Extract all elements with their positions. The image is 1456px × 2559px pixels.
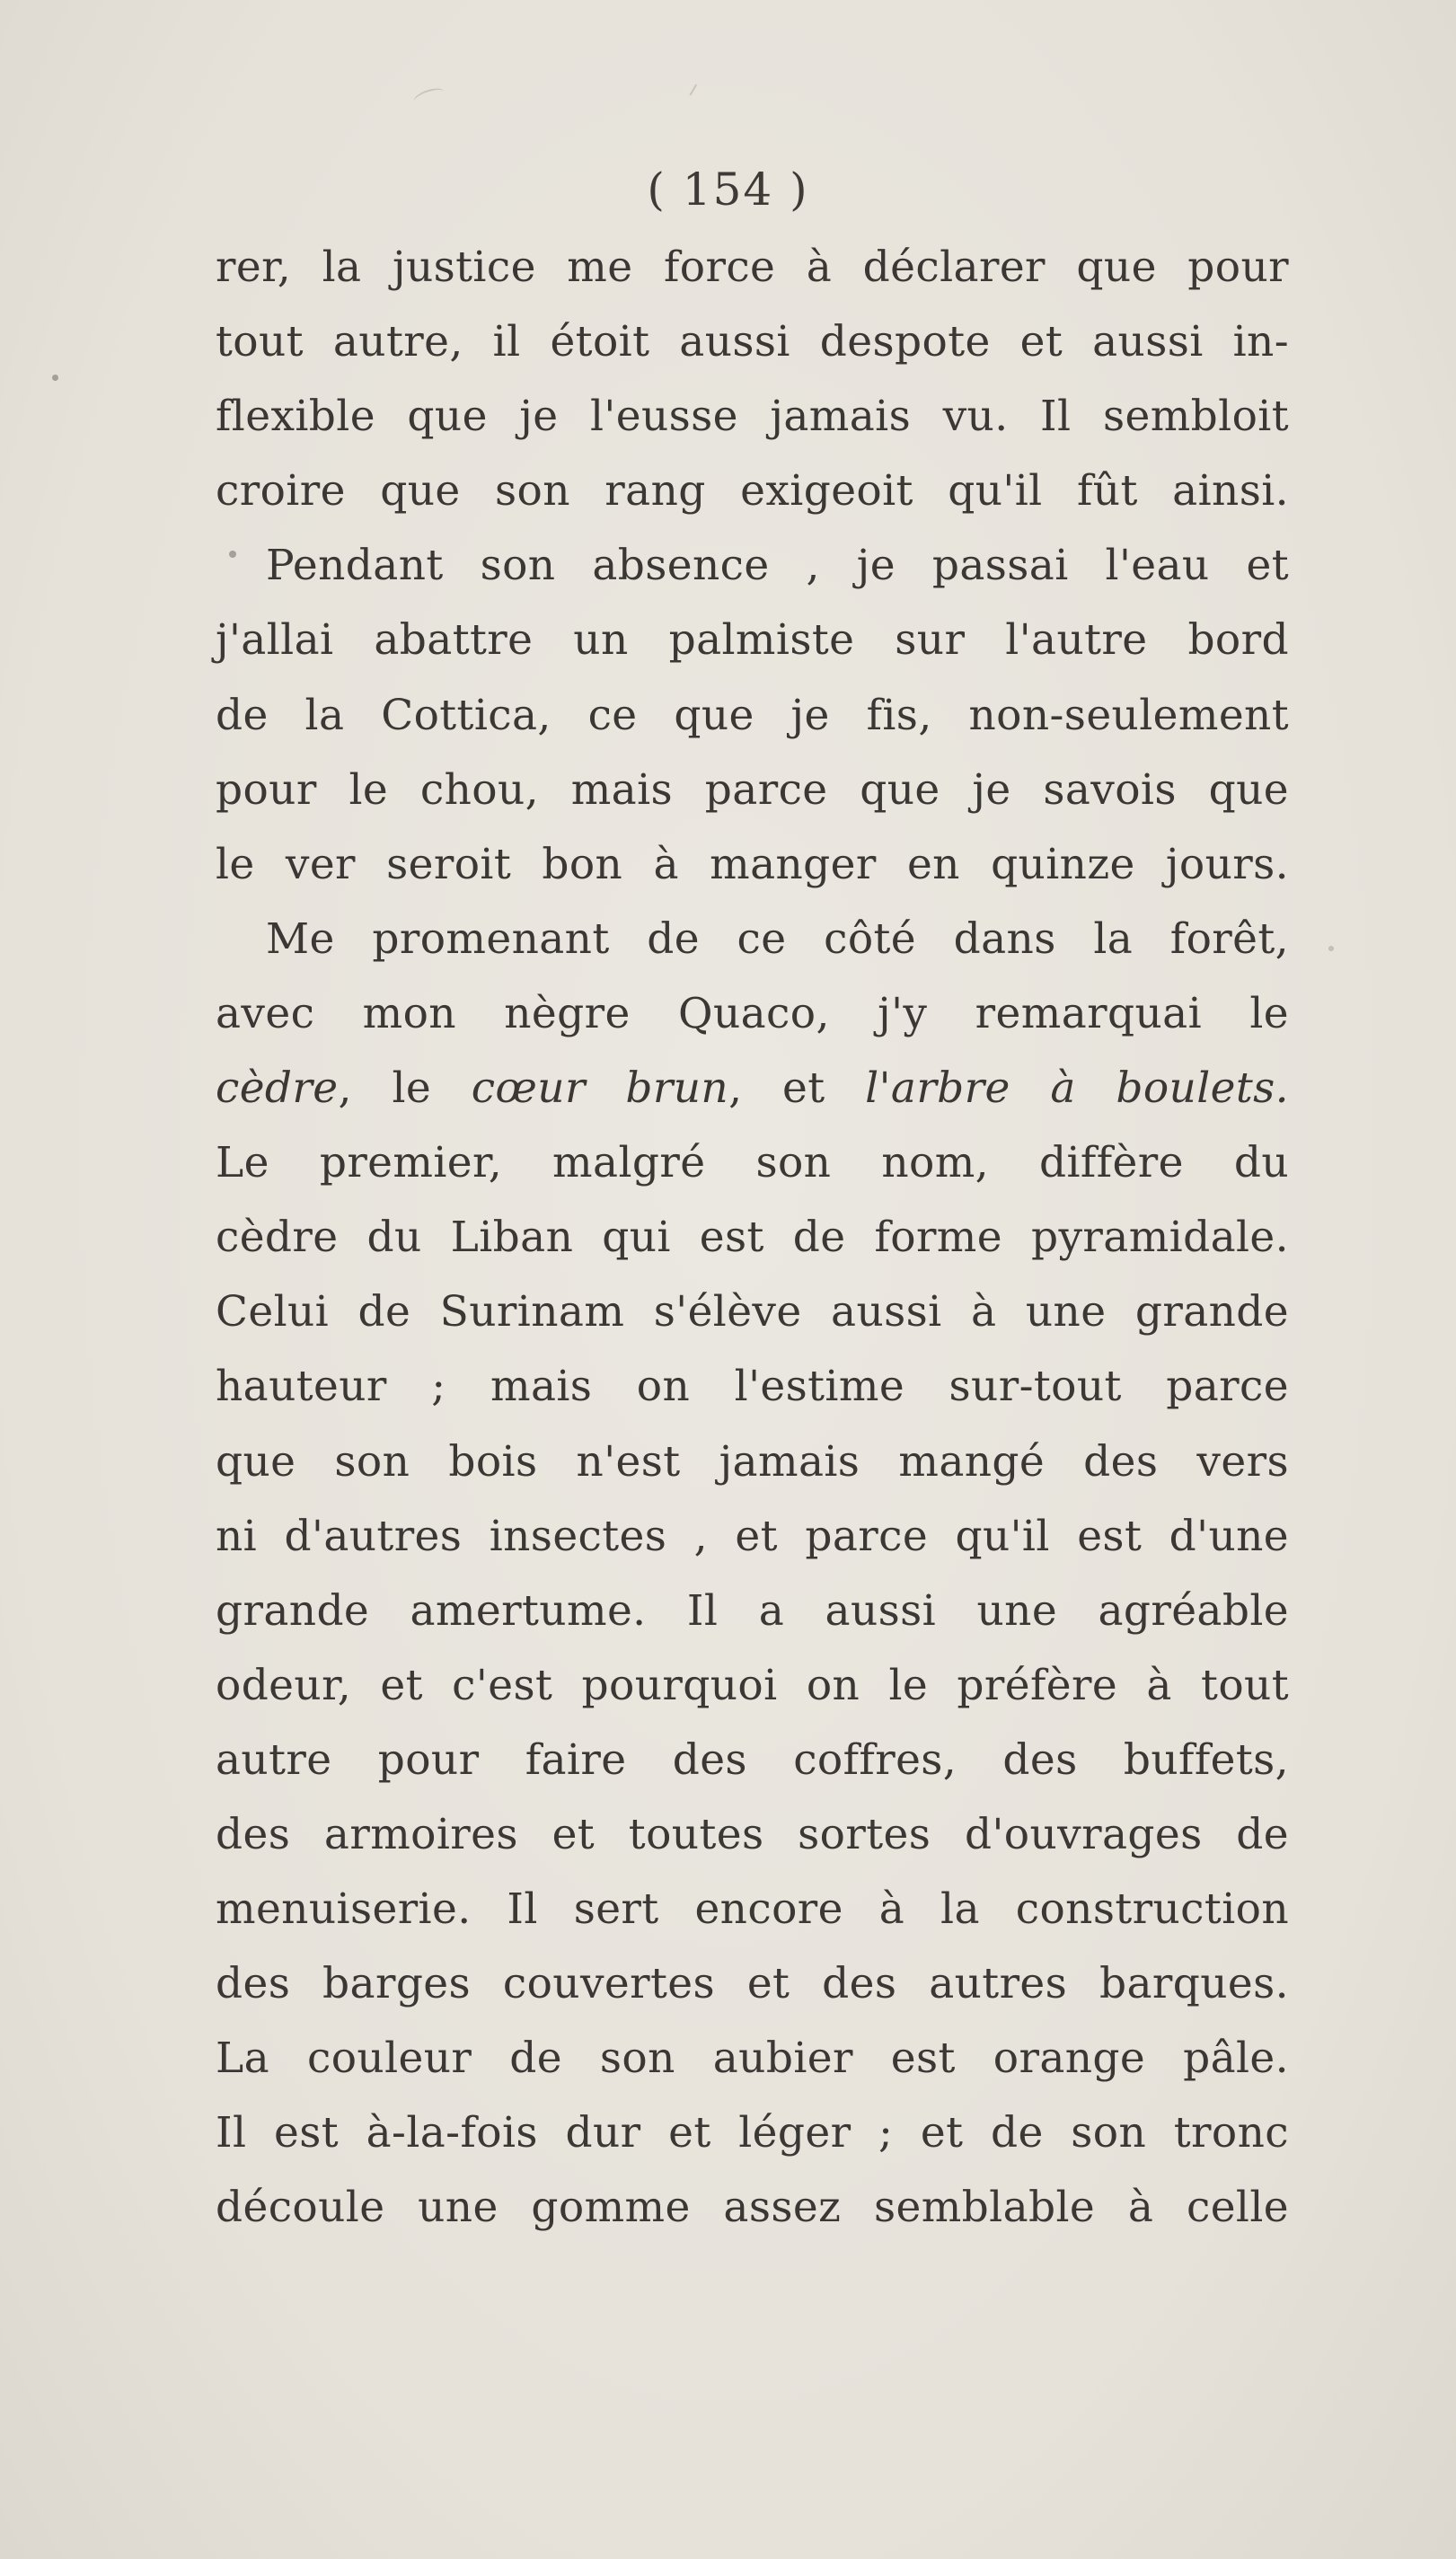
- body-text: [216, 230, 1289, 2246]
- text-line: découle une gomme assez semblable à celle: [216, 2183, 1289, 2233]
- paper-mark: [411, 85, 446, 109]
- text-line: menuiserie. Il sert encore à la construction: [216, 1884, 1289, 1935]
- text-line-italic-terms: [216, 1051, 1289, 1125]
- text-line: Le premier, malgré son nom, diffère du: [216, 1138, 1289, 1188]
- text-line: croire que son rang exigeoit qu'il fût ainsi.: [216, 466, 1289, 516]
- text-line: hauteur ; mais on l'estime sur-tout parce: [216, 1362, 1289, 1412]
- text-span: , et: [728, 1063, 866, 1114]
- text-line: odeur, et c'est pourquoi on le préfère à tout: [216, 1660, 1289, 1710]
- text-line: cèdre du Liban qui est de forme pyramidale.: [216, 1213, 1289, 1263]
- text-span: , le: [338, 1063, 472, 1114]
- text-line: autre pour faire des coffres, des buffets,: [216, 1734, 1289, 1785]
- text-line: Celui de Surinam s'élève aussi à une grande: [216, 1287, 1289, 1337]
- text-line: tout autre, il étoit aussi despote et aussi in-: [216, 317, 1289, 367]
- text-line: des barges couvertes et des autres barques.: [216, 1959, 1289, 2009]
- paper-speck: [52, 375, 58, 381]
- text-line: ni d'autres insectes , et parce qu'il est d'une: [216, 1511, 1289, 1561]
- term-coeur-brun: cœur brun: [471, 1063, 729, 1114]
- text-line: grande amertume. Il a aussi une agréable: [216, 1585, 1289, 1636]
- text-line: Pendant son absence , je passai l'eau et: [266, 541, 1289, 591]
- paper-mark: [689, 84, 706, 101]
- text-line: que son bois n'est jamais mangé des vers: [216, 1436, 1289, 1487]
- paper-speck: [229, 551, 236, 558]
- text-line: avec mon nègre Quaco, j'y remarquai le: [216, 988, 1289, 1038]
- text-line: des armoires et toutes sortes d'ouvrages de: [216, 1809, 1289, 1859]
- text-line: Me promenant de ce côté dans la forêt,: [266, 913, 1289, 964]
- term-arbre-a-boulets: l'arbre à boulets.: [865, 1063, 1289, 1114]
- text-line: j'allai abattre un palmiste sur l'autre bord: [216, 615, 1289, 666]
- text-line: La couleur de son aubier est orange pâle.: [216, 2034, 1289, 2084]
- term-cedre: cèdre: [216, 1063, 339, 1114]
- text-line: flexible que je l'eusse jamais vu. Il sembloit: [216, 392, 1289, 442]
- text-line: Il est à-la-fois dur et léger ; et de son tronc: [216, 2108, 1289, 2158]
- text-line: pour le chou, mais parce que je savois que: [216, 764, 1289, 815]
- page-number: ( 154 ): [647, 163, 809, 216]
- paper-speck: [1328, 946, 1334, 951]
- text-line: rer, la justice me force à déclarer que pour: [216, 243, 1289, 292]
- text-line: de la Cottica, ce que je fis, non-seulement: [216, 690, 1289, 740]
- text-line: le ver seroit bon à manger en quinze jours.: [216, 839, 1289, 889]
